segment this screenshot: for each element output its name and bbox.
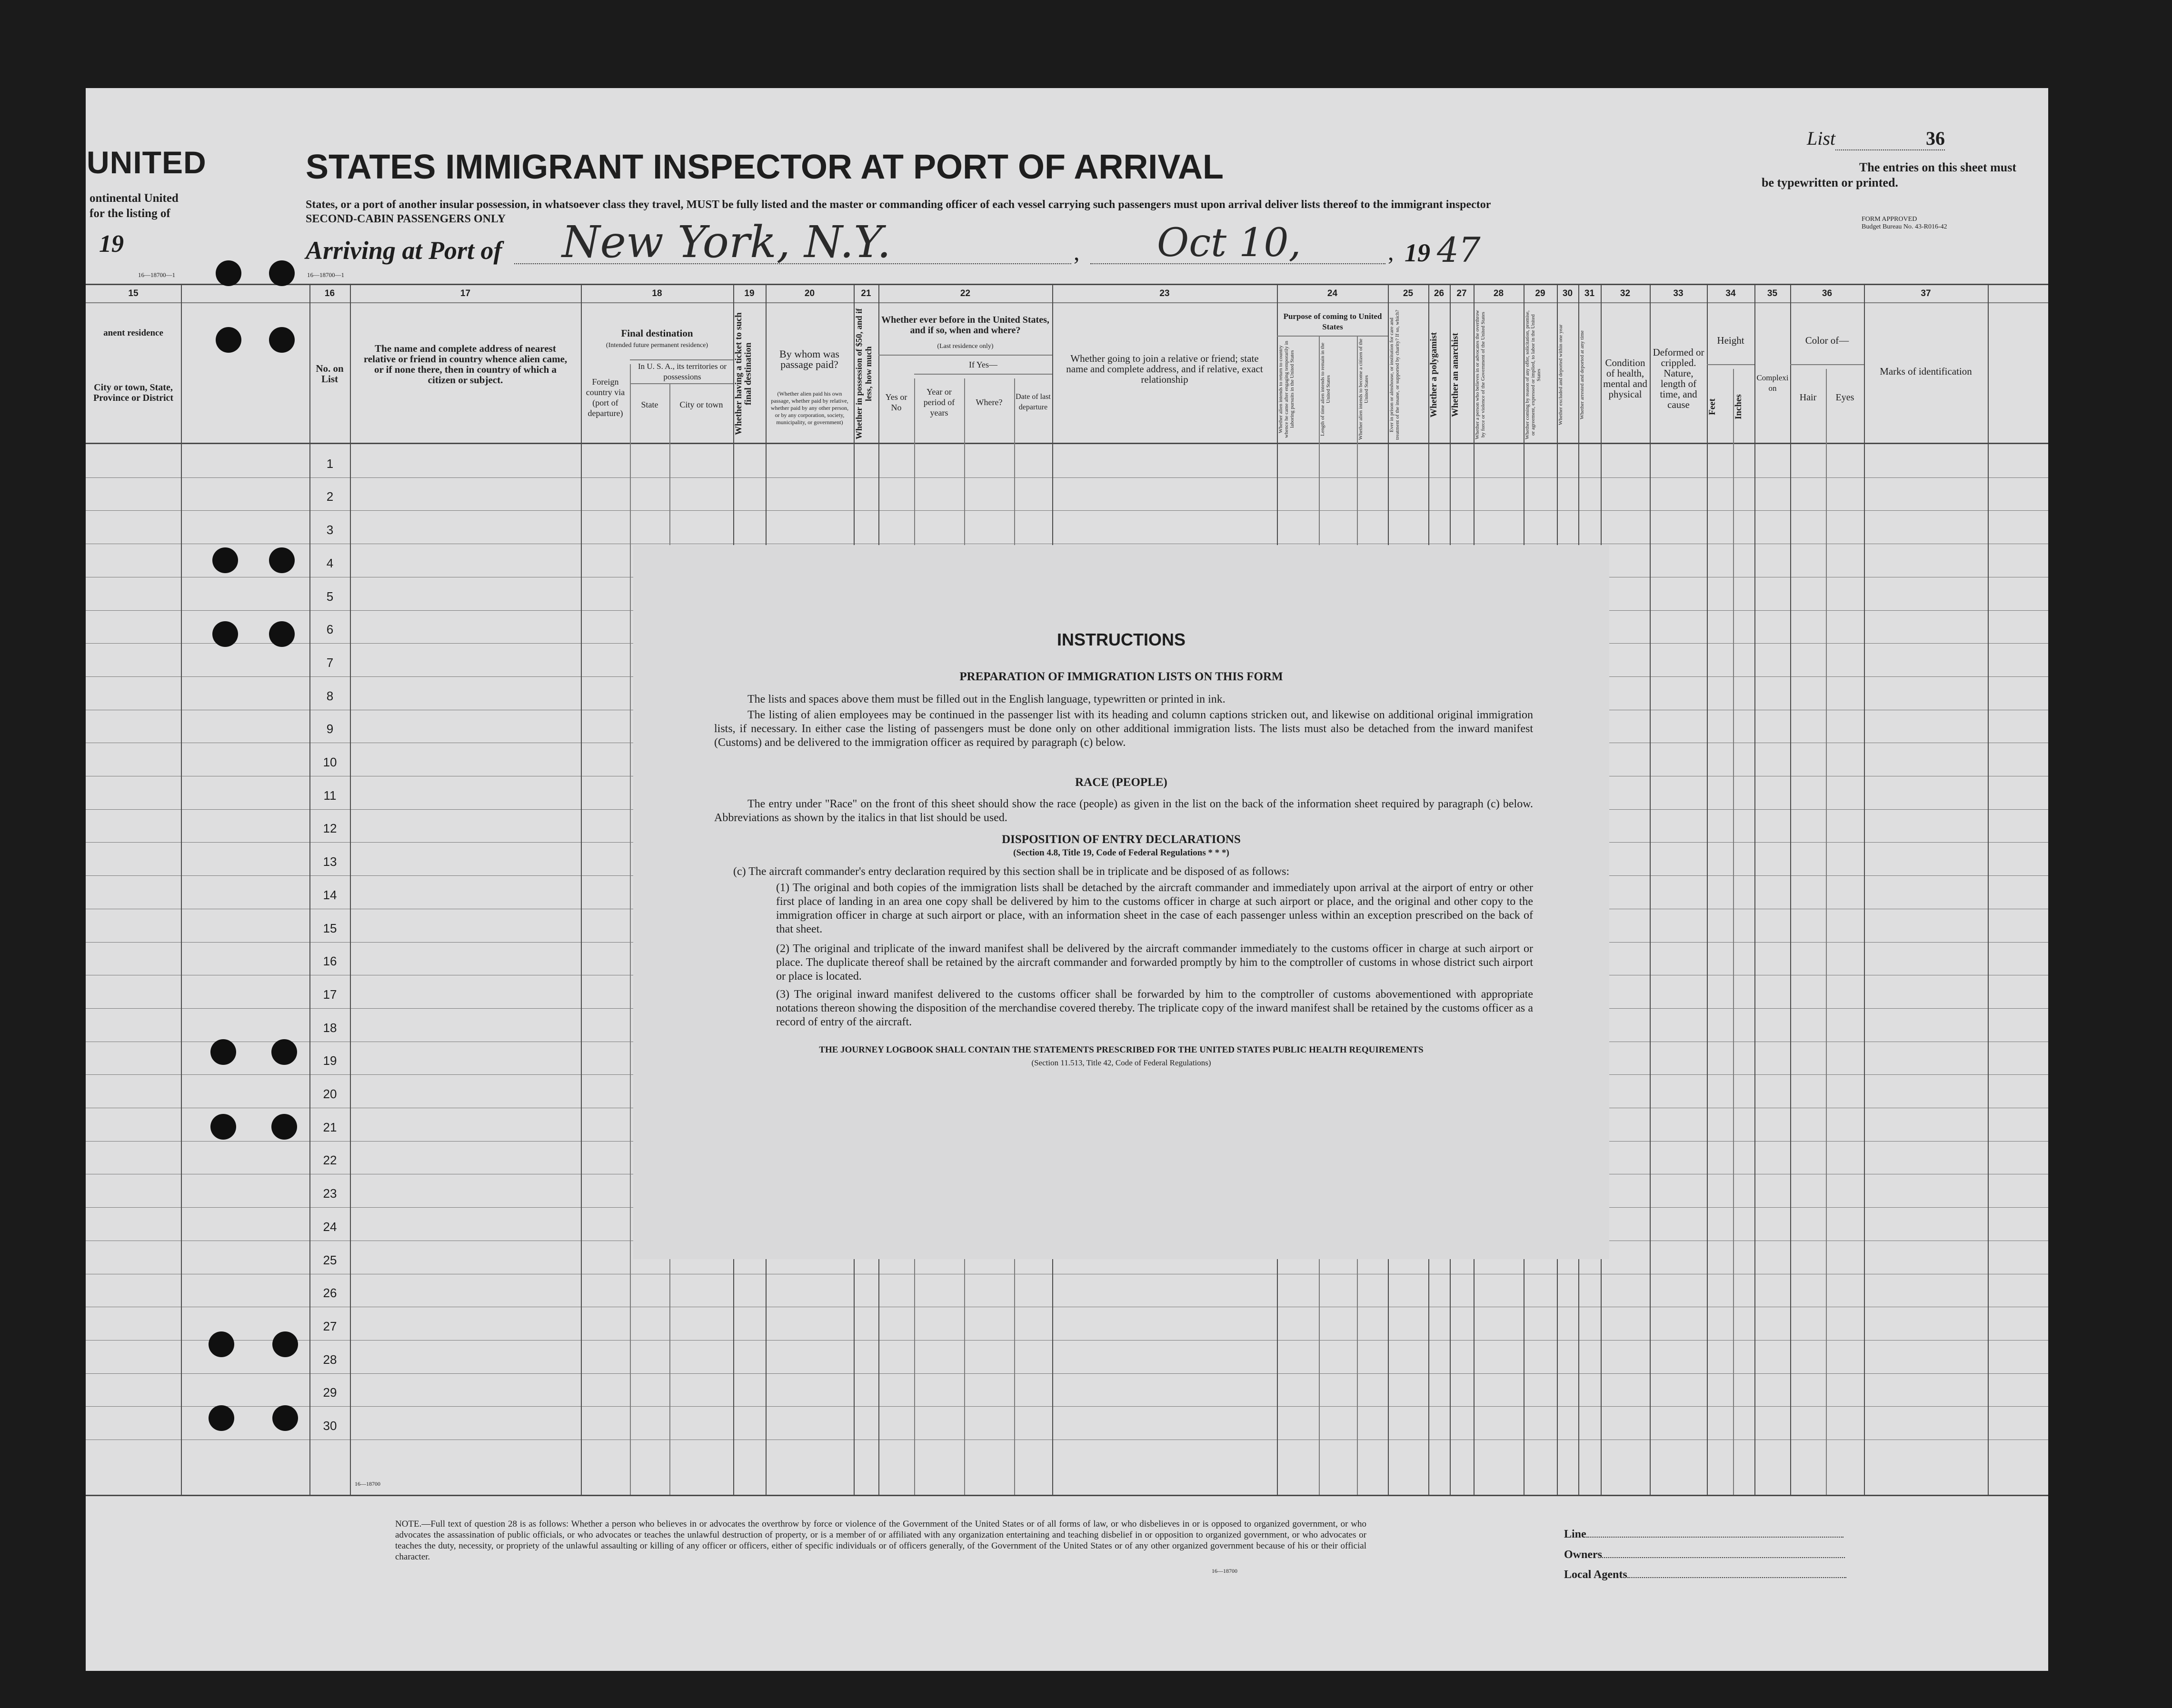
sub-rule <box>1277 336 1388 337</box>
colnum-22: 22 <box>960 288 971 298</box>
row-number: 3 <box>326 523 334 537</box>
punch-hole <box>216 327 241 353</box>
col29-header: Whether coming by reason of any offer, solicitation, promise, or agreement, expressed or implied, to labor in the United States <box>1524 310 1542 439</box>
table-bottom-rule <box>86 1495 2048 1496</box>
row-number: 21 <box>323 1120 337 1134</box>
year-prefix: 19 <box>1405 238 1430 267</box>
row-number: 14 <box>323 888 337 902</box>
row-number: 7 <box>326 655 334 670</box>
row-number: 28 <box>323 1352 337 1367</box>
col19-header: Whether having a ticket to such final destination <box>734 312 753 435</box>
row-number: 4 <box>326 556 334 570</box>
title-left-fragment: UNITED <box>87 145 207 180</box>
row-rule <box>86 510 2048 511</box>
year-handwritten: 47 <box>1437 230 1481 270</box>
col24-a: Whether alien intends to return to country whence he came after engaging temporarily in laboring pursuits in the United States <box>1278 340 1295 438</box>
row-rule <box>86 1340 2048 1341</box>
colnum-30: 30 <box>1562 288 1573 298</box>
punch-hole <box>269 260 295 286</box>
list-number: 36 <box>1835 127 1945 150</box>
col20-sub: (Whether alien paid his own passage, whether paid by relative, whether paid by any other person, or by any corporation, society, municipality, or government) <box>770 390 849 426</box>
colnum-29: 29 <box>1535 288 1545 298</box>
row-number: 13 <box>323 854 337 869</box>
punch-hole <box>272 1331 298 1357</box>
colnum-24: 24 <box>1327 288 1338 298</box>
punch-hole <box>272 1405 298 1431</box>
second-cabin-label: SECOND-CABIN PASSENGERS ONLY <box>306 213 506 225</box>
colnum-32: 32 <box>1620 288 1631 298</box>
row-number: 17 <box>323 987 337 1002</box>
col34-inches: Inches <box>1734 394 1744 420</box>
manifest-sheet <box>86 88 2048 1671</box>
colnum-36: 36 <box>1822 288 1833 298</box>
col24-b: Length of time alien intends to remain in the United States <box>1320 342 1331 436</box>
instr-p2: The listing of alien employees may be continued in the passenger list with its heading and column captions stricken out, and likewise on additional original immigration lists, if necessary. In either case the listing of passengers must be done only on other additional immigration lists. The lists must also be detached from the inward manifest (Customs) and be delivered to the immigration officer as required by paragraph (c) below. <box>714 709 1533 749</box>
footer-note: NOTE.—Full text of question 28 is as follows: Whether a person who believes in or advocates the overthrow by force or violence of the Government of the United States or of all forms of law, or who disbelieves in or is opposed to organized government, or who advocates the assassination of public officials, or who advocates or teaches the unlawful destruction of property, or is a member of or affiliated with any organization entertaining and teaching disbelief in or opposition to organized government, or who advocates or teaches the duty, necessity, or propriety of the unlawful assaulting or killing of any officer or officers, either of specific individuals or of officers generally, of the Government of the United States or of any other organized government because of his or their official character. <box>395 1519 1366 1562</box>
colnum-19: 19 <box>744 288 755 298</box>
col-line <box>630 364 631 1495</box>
col18-title: Final destination <box>621 328 693 339</box>
sub-rule <box>1707 364 1754 365</box>
row-number: 24 <box>323 1220 337 1234</box>
journey-sub: (Section 11.513, Title 42, Code of Federal Regulations) <box>1031 1058 1211 1067</box>
col22-header: Whether ever before in the United States, and if so, when and where? <box>881 315 1049 336</box>
instr-item-2: (2) The original and triplicate of the inward manifest shall be delivered by the aircraft commander immediately to the customs officer in charge at such airport or place. The duplicate thereof shall be retained by the aircraft commander and forwarded promptly by him to the comptroller of customs in whose district such airport or place is located. <box>776 943 1533 983</box>
colnum-35: 35 <box>1767 288 1778 298</box>
row-number: 20 <box>323 1087 337 1101</box>
colnum-17: 17 <box>460 288 471 298</box>
colnum-37: 37 <box>1921 288 1931 298</box>
row-number: 11 <box>323 788 337 803</box>
col22-date: Date of last departure <box>1016 393 1051 411</box>
punch-hole <box>212 547 238 573</box>
col22-where: Where? <box>976 397 1003 407</box>
footer-line-label: Line <box>1564 1528 1586 1540</box>
footer-agents-field <box>1564 1569 1846 1581</box>
colnum-34: 34 <box>1725 288 1736 298</box>
col18-city: City or town <box>679 400 723 409</box>
col16-header: No. on List <box>316 363 344 385</box>
col20-header: By whom was passage paid? <box>779 348 839 370</box>
row-number: 10 <box>323 755 337 769</box>
arriving-label: Arriving at Port of <box>306 236 502 265</box>
row-number: 12 <box>323 821 337 835</box>
col18-sub: (Intended future permanent residence) <box>606 342 708 349</box>
col33-header: Deformed or crippled. Nature, length of time, and cause <box>1653 347 1704 410</box>
col-line <box>181 284 182 1495</box>
colnum-25: 25 <box>1403 288 1414 298</box>
colnum-28: 28 <box>1493 288 1504 298</box>
col22-sub: (Last residence only) <box>937 343 994 350</box>
col15-header-city: City or town, State, Province or District <box>93 382 174 403</box>
date-handwritten: Oct 10, <box>1157 220 1301 266</box>
col18-usa: In U. S. A., its territories or possessions <box>638 362 727 381</box>
punch-hole <box>209 1331 234 1357</box>
col28-header: Whether a person who believes in or advocates the overthrow by force or violence of the Government of the United States <box>1475 310 1486 440</box>
colnum-27: 27 <box>1456 288 1467 298</box>
col22-ifyes: If Yes— <box>968 360 997 369</box>
col-line <box>1864 284 1865 1495</box>
sub-rule <box>878 355 1052 356</box>
col35-header: Complexion <box>1756 373 1789 393</box>
col15-header-top: anent residence <box>103 328 163 338</box>
entries-note-1: The entries on this sheet must <box>1859 160 2016 174</box>
col18-state: State <box>641 400 658 409</box>
row-number: 27 <box>323 1319 337 1333</box>
row-number: 19 <box>323 1053 337 1068</box>
col-line <box>1988 284 1989 1495</box>
footer-owners-field <box>1564 1549 1845 1561</box>
instr-item-1: (1) The original and both copies of the immigration lists shall be detached by the aircraft commander and immediately upon arrival at the airport of entry or other first place of landing in an area one copy shall be delivered by him to the customs officer in charge at such airport or place, and the original and other copy to the immigration officer in charge at such airport or place, with an information sheet in the case of each passenger unless within an exception prescribed on the back of that sheet. <box>776 882 1533 935</box>
prep-heading: PREPARATION OF IMMIGRATION LISTS ON THIS FORM <box>959 670 1283 683</box>
col36-hair: Hair <box>1799 392 1817 403</box>
colnum-33: 33 <box>1673 288 1684 298</box>
col22-yesno: Yes or No <box>885 392 907 412</box>
col24-header: Purpose of coming to United States <box>1283 312 1382 331</box>
row-number: 26 <box>323 1286 337 1300</box>
punch-hole <box>216 260 241 286</box>
punch-hole <box>269 327 295 353</box>
colnum-16: 16 <box>324 288 335 298</box>
col25-header: Ever in prison or almshouse, or institution for care and treatment of the insane, or supported by charity? If so, which? <box>1389 309 1400 440</box>
form-approved-1: FORM APPROVED <box>1862 216 1917 223</box>
instructions-title: INSTRUCTIONS <box>1057 630 1186 649</box>
colnum-23: 23 <box>1159 288 1170 298</box>
left-print-code: 16—18700—1 <box>138 271 175 278</box>
col-line <box>1826 369 1827 1495</box>
list-label: List 36 <box>1807 127 1945 150</box>
row-number: 23 <box>323 1186 337 1201</box>
col-line <box>1707 284 1708 1495</box>
instr-item-3: (3) The original inward manifest delivered to the customs officer shall be forwarded by him to the comptroller of customs abovementioned with appropriate notations thereon showing the disposition of the merchandise covered thereby. The triplicate copy of the inward manifest shall be retained by the customs officer as a record of entry of the aircraft. <box>776 988 1533 1028</box>
left-fragment-2: for the listing of <box>90 207 170 220</box>
col37-header: Marks of identification <box>1880 366 1972 377</box>
colnum-20: 20 <box>804 288 815 298</box>
punch-hole <box>269 621 295 647</box>
row-number: 5 <box>326 589 334 604</box>
instructions-panel <box>633 545 1609 1259</box>
row-number: 2 <box>326 489 334 504</box>
col18-foreign: Foreign country via (port of departure) <box>586 377 625 418</box>
col27-header: Whether an anarchist <box>1450 333 1460 417</box>
instr-pc: (c) The aircraft commander's entry declaration required by this section shall be in triplicate and be disposed of as follows: <box>733 865 1290 878</box>
col31-header: Whether arrested and deported at any time <box>1579 330 1585 419</box>
footer-owners-label: Owners <box>1564 1549 1602 1561</box>
row-number: 8 <box>326 689 334 703</box>
page-title: STATES IMMIGRANT INSPECTOR AT PORT OF ARRIVAL <box>306 148 1224 186</box>
row-number: 22 <box>323 1153 337 1167</box>
punch-hole <box>269 547 295 573</box>
punch-hole <box>209 1405 234 1431</box>
sub-rule <box>630 383 733 384</box>
col21-header: Whether in possession of $50, and if less, how much <box>854 308 873 439</box>
form-approved-2: Budget Bureau No. 43-R016-42 <box>1862 223 1947 230</box>
col30-header: Whether excluded and deported within one year <box>1558 324 1564 426</box>
col34-feet: Feet <box>1707 398 1717 416</box>
comma-2: , <box>1388 238 1394 265</box>
table-print-code: 16—18700 <box>355 1480 380 1487</box>
colnum-15: 15 <box>128 288 139 298</box>
colnum-18: 18 <box>652 288 662 298</box>
colnum-31: 31 <box>1584 288 1595 298</box>
row-number: 15 <box>323 921 337 935</box>
col-line <box>1733 369 1734 1495</box>
row-number: 9 <box>326 722 334 736</box>
instr-p1: The lists and spaces above them must be filled out in the English language, typewritten or printed in ink. <box>747 693 1225 705</box>
row-number: 30 <box>323 1419 337 1433</box>
race-heading: RACE (PEOPLE) <box>1075 776 1167 789</box>
punch-hole <box>210 1039 236 1065</box>
punch-hole <box>271 1114 297 1140</box>
col-line <box>581 284 582 1495</box>
journey-heading: THE JOURNEY LOGBOOK SHALL CONTAIN THE STATEMENTS PRESCRIBED FOR THE UNITED STATES PUBLIC HEALTH REQUIREMENTS <box>819 1045 1424 1055</box>
row-number: 6 <box>326 622 334 636</box>
row-number: 16 <box>323 954 337 968</box>
col-line <box>1790 284 1791 1495</box>
sub-rule <box>1790 364 1864 365</box>
punch-hole <box>212 621 238 647</box>
footer-line-field <box>1564 1528 1843 1541</box>
header-bottom-rule <box>86 443 2048 444</box>
row-number: 18 <box>323 1021 337 1035</box>
col26-header: Whether a polygamist <box>1429 332 1439 418</box>
print-code: 16—18700—1 <box>307 271 344 278</box>
col34-header: Height <box>1717 335 1744 346</box>
col23-header: Whether going to join a relative or friend; state name and complete address, and if relative, exact relationship <box>1066 353 1263 385</box>
port-handwritten: New York, N.Y. <box>562 217 891 268</box>
col-line <box>1650 284 1651 1495</box>
col36-eyes: Eyes <box>1835 392 1854 403</box>
row-number: 25 <box>323 1253 337 1267</box>
col32-header: Condition of health, mental and physical <box>1603 357 1647 400</box>
punch-hole <box>210 1114 236 1140</box>
comma-1: , <box>1074 238 1080 265</box>
punch-hole <box>271 1039 297 1065</box>
colnum-rule <box>86 302 2048 303</box>
col36-header: Color of— <box>1805 335 1849 346</box>
row-rule <box>86 1406 2048 1407</box>
col22-year: Year or period of years <box>923 387 955 417</box>
col-line <box>1754 284 1755 1495</box>
entries-note-2: be typewritten or printed. <box>1762 176 1898 189</box>
colnum-21: 21 <box>861 288 871 298</box>
instr-p3: The entry under "Race" on the front of this sheet should show the race (people) as given in the list on the back of the information sheet required by paragraph (c) below. Abbreviations as shown by the italics in that list should be used. <box>714 798 1533 824</box>
subtitle: States, or a port of another insular possession, in whatsoever class they travel, MUST be fully listed and the master or commanding officer of each vessel carrying such passengers must upon arrival deliver lists thereof to the immigrant inspector <box>306 199 1491 211</box>
col17-header: The name and complete address of nearest relative or friend in country whence alien came, or if none there, then in country of which a citizen or subject. <box>363 343 568 386</box>
disposition-heading: DISPOSITION OF ENTRY DECLARATIONS <box>1002 833 1241 846</box>
row-rule <box>86 1373 2048 1374</box>
colnum-26: 26 <box>1434 288 1445 298</box>
row-number: 1 <box>326 457 334 471</box>
row-number: 29 <box>323 1385 337 1400</box>
footer-agents-label: Local Agents <box>1564 1569 1627 1581</box>
left-fragment-1: ontinental United <box>90 192 179 205</box>
left-year: 19 <box>99 230 124 258</box>
disposition-sub: (Section 4.8, Title 19, Code of Federal Regulations * * *) <box>1013 848 1229 858</box>
row-rule <box>86 477 2048 478</box>
footer-code: 16—18700 <box>1212 1568 1237 1574</box>
col24-c: Whether alien intends to become a citizen of the United States <box>1358 338 1369 440</box>
